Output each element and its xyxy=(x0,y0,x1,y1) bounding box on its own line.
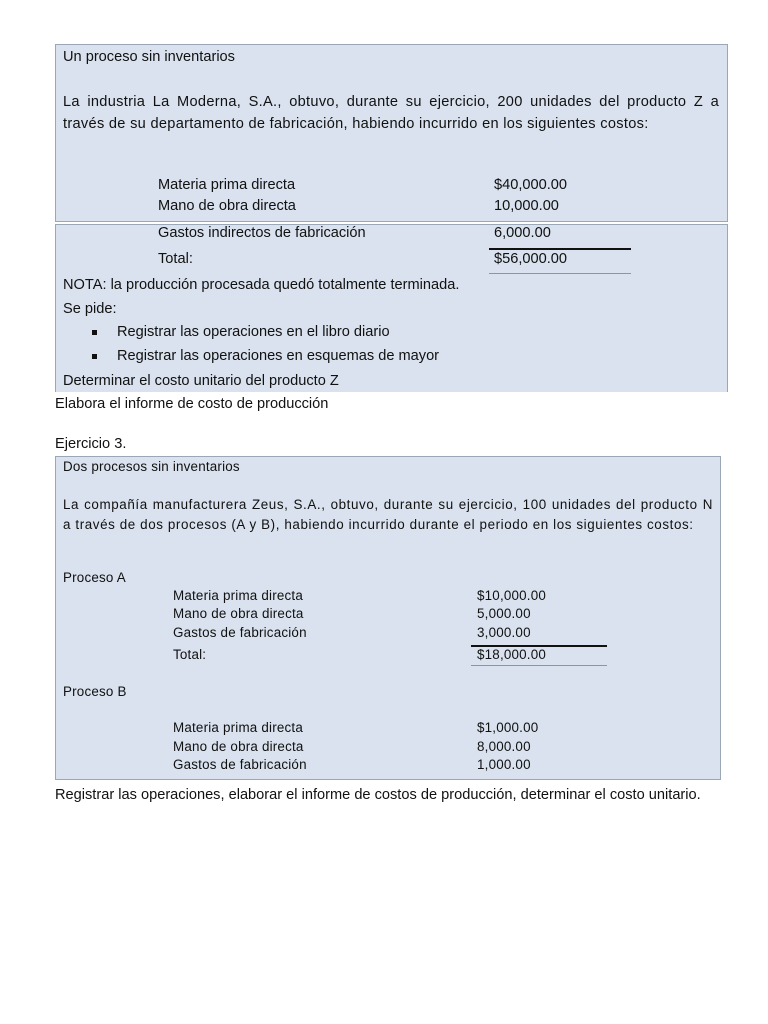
ex3-process-b-label: Proceso B xyxy=(63,684,127,699)
ex2-title: Un proceso sin inventarios xyxy=(63,49,235,65)
ex2-total-label: Total: xyxy=(158,251,193,267)
ex3-a-cost-value: 5,000.00 xyxy=(477,606,531,621)
ex2-bullet-item: Registrar las operaciones en el libro diario xyxy=(117,324,390,340)
ex3-heading: Ejercicio 3. xyxy=(55,436,127,452)
ex3-a-total-value: $18,000.00 xyxy=(477,647,547,662)
ex3-a-total-label: Total: xyxy=(173,647,207,662)
ex2-cost-value: $40,000.00 xyxy=(494,177,568,193)
bullet-icon xyxy=(92,330,97,335)
ex2-elabora-text: Elabora el informe de costo de producción xyxy=(55,396,329,412)
ex3-a-cost-label: Materia prima directa xyxy=(173,588,303,603)
ex2-cost-label: Gastos indirectos de fabricación xyxy=(158,225,366,241)
ex2-cost-label: Mano de obra directa xyxy=(158,198,296,214)
ex2-determine: Determinar el costo unitario del producto Z xyxy=(63,373,339,389)
ex3-a-cost-label: Gastos de fabricación xyxy=(173,625,307,640)
ex3-b-cost-label: Mano de obra directa xyxy=(173,739,304,754)
ex2-cost-value: 10,000.00 xyxy=(494,198,559,214)
ex3-a-cost-value: 3,000.00 xyxy=(477,625,531,640)
ex2-cost-label: Materia prima directa xyxy=(158,177,296,193)
ex2-bullet-item: Registrar las operaciones en esquemas de mayor xyxy=(117,348,440,364)
ex3-a-total-underline xyxy=(471,665,607,666)
ex3-b-cost-label: Gastos de fabricación xyxy=(173,757,307,772)
ex3-process-a-label: Proceso A xyxy=(63,570,126,585)
ex3-b-cost-value: 1,000.00 xyxy=(477,757,531,772)
ex2-cost-value: 6,000.00 xyxy=(494,225,551,241)
ex3-b-cost-value: $1,000.00 xyxy=(477,720,539,735)
ex2-ask: Se pide: xyxy=(63,301,117,317)
ex2-paragraph: La industria La Moderna, S.A., obtuvo, durante su ejercicio, 200 unidades del producto Z a través de su departamento de fabricación, habiendo incurrido en los siguientes costos: xyxy=(63,94,719,132)
ex2-note: NOTA: la producción procesada quedó totalmente terminada. xyxy=(63,277,460,293)
ex3-a-cost-value: $10,000.00 xyxy=(477,588,547,603)
bullet-icon xyxy=(92,354,97,359)
ex3-title: Dos procesos sin inventarios xyxy=(63,459,240,474)
ex3-b-cost-value: 8,000.00 xyxy=(477,739,531,754)
ex3-a-cost-label: Mano de obra directa xyxy=(173,606,304,621)
ex3-b-cost-label: Materia prima directa xyxy=(173,720,303,735)
ex2-total-underline xyxy=(489,273,631,274)
ex2-total-value: $56,000.00 xyxy=(494,251,568,267)
ex3-paragraph: La compañía manufacturera Zeus, S.A., obtuvo, durante su ejercicio, 100 unidades del producto N a través de dos procesos (A y B), habiendo incurrido durante el periodo en los siguientes costos: xyxy=(63,497,713,532)
ex3-instructions: Registrar las operaciones, elaborar el informe de costos de producción, determinar el costo unitario. xyxy=(55,787,701,803)
ex2-total-rule xyxy=(489,248,631,250)
